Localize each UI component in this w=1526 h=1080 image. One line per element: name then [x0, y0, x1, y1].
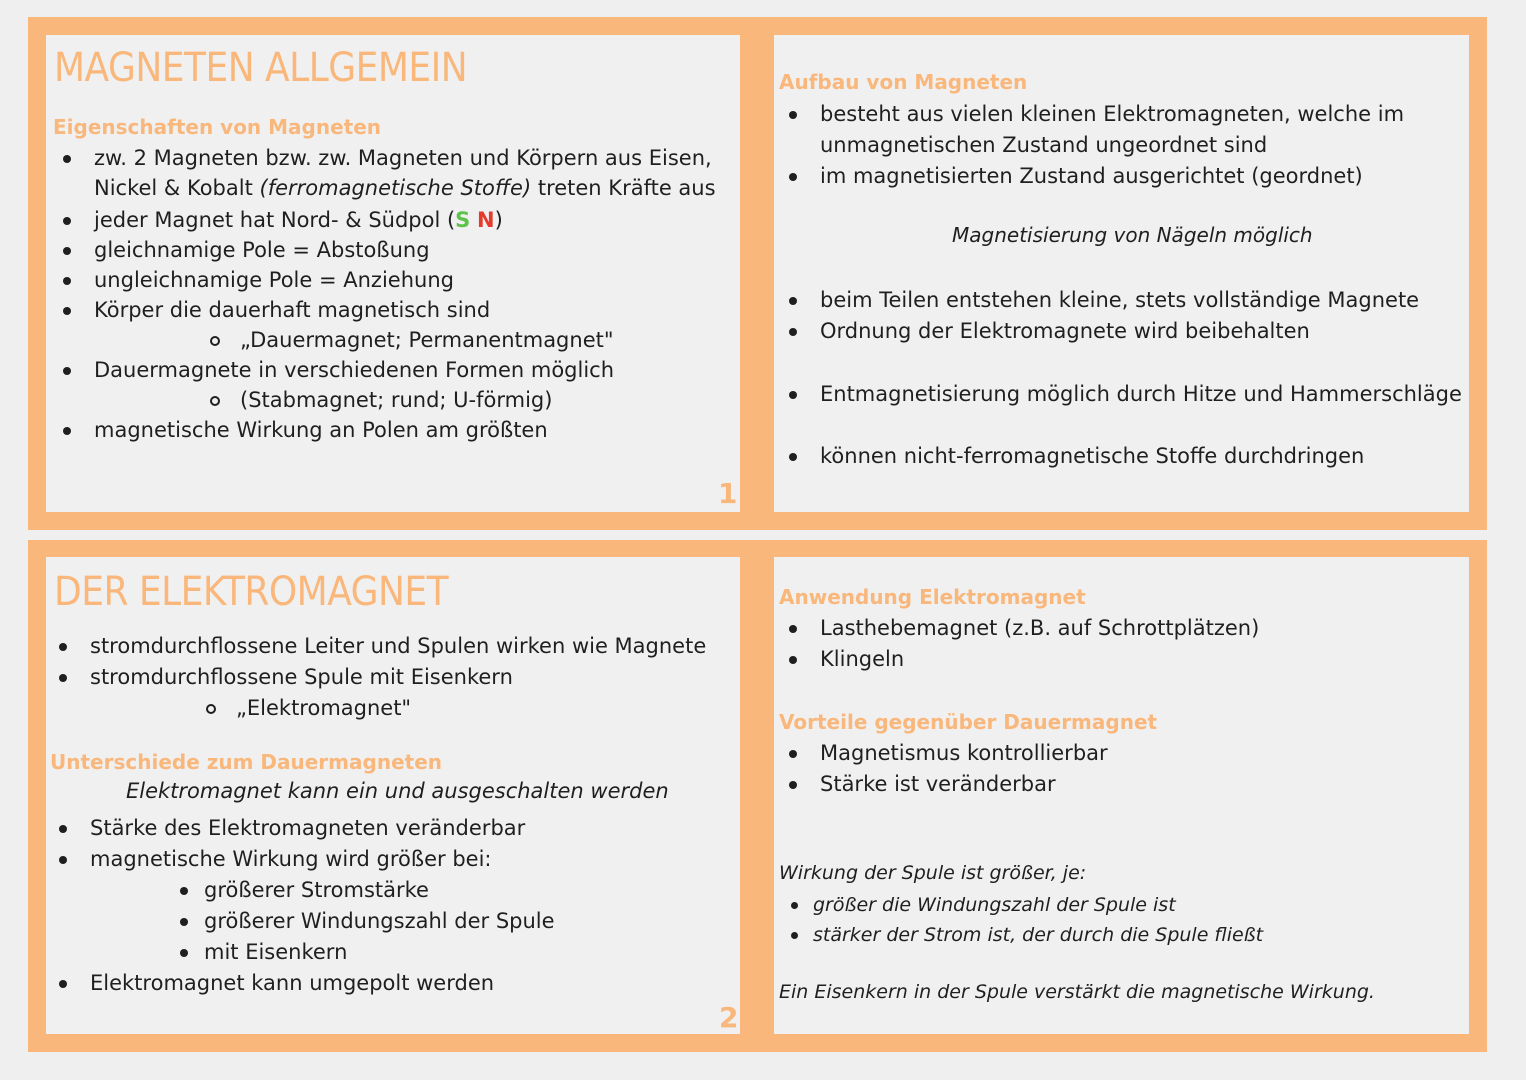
- card-2-effect-intro: Wirkung der Spule ist größer, je:: [779, 862, 1087, 884]
- sub-list-item: „Dauermagnet; Permanentmagnet": [58, 325, 738, 355]
- card-2-application-heading: Anwendung Elektromagnet: [779, 585, 1086, 609]
- sub-list-item: (Stabmagnet; rund; U-förmig): [58, 385, 738, 415]
- south-pole-label: S: [455, 208, 471, 232]
- card-1-right-heading: Aufbau von Magneten: [779, 70, 1028, 94]
- card-2-differences-list: [54, 813, 740, 999]
- card-2-conclusion: Ein Eisenkern in der Spule verstärkt die magnetische Wirkung.: [779, 981, 1375, 1003]
- list-item: Dauermagnete in verschiedenen Formen möglich: [58, 355, 738, 385]
- sub-list-item: mit Eisenkern: [54, 937, 740, 968]
- list-item: Klingeln: [784, 644, 1469, 675]
- card-2-effect-list: [779, 890, 1459, 950]
- list-item: Entmagnetisierung möglich durch Hitze und Hammerschläge: [784, 379, 1469, 410]
- card-1-left-panel: [46, 35, 740, 512]
- list-item: zw. 2 Magneten bzw. zw. Magneten und Körpern aus Eisen, Nickel & Kobalt (ferromagnetische Stoffe) treten Kräfte aus: [58, 143, 738, 203]
- list-item: Elektromagnet kann umgepolt werden: [54, 968, 740, 999]
- card-1-structure-list-bottom: [784, 285, 1469, 472]
- card-1-note: Magnetisierung von Nägeln möglich: [952, 223, 1313, 247]
- sub-list-item: größerer Windungszahl der Spule: [54, 906, 740, 937]
- list-item: ungleichnamige Pole = Anziehung: [58, 265, 738, 295]
- list-item: stromdurchflossene Spule mit Eisenkern: [54, 662, 740, 693]
- card-2-application-list: [784, 613, 1469, 675]
- sub-list-item: „Elektromagnet": [54, 693, 740, 724]
- card-2-left-panel: [46, 557, 740, 1034]
- list-item: Stärke des Elektromagneten veränderbar: [54, 813, 740, 844]
- north-pole-label: N: [476, 208, 495, 232]
- list-item: Stärke ist veränderbar: [784, 769, 1469, 800]
- list-item: stärker der Strom ist, der durch die Spule fließt: [779, 920, 1459, 950]
- list-item: können nicht-ferromagnetische Stoffe durchdringen: [784, 441, 1469, 472]
- list-item: Magnetismus kontrollierbar: [784, 738, 1469, 769]
- card-2-left-heading: Unterschiede zum Dauermagneten: [50, 750, 442, 774]
- list-item: stromdurchflossene Leiter und Spulen wirken wie Magnete: [54, 631, 740, 662]
- list-item: gleichnamige Pole = Abstoßung: [58, 235, 738, 265]
- sub-list-item: größerer Stromstärke: [54, 875, 740, 906]
- list-item: besteht aus vielen kleinen Elektromagneten, welche im unmagnetischen Zustand ungeordnet sind: [784, 99, 1469, 161]
- card-1-title: MAGNETEN ALLGEMEIN: [54, 45, 468, 91]
- card-2-title: DER ELEKTROMAGNET: [54, 569, 449, 615]
- page-number-1: 1: [718, 477, 738, 510]
- list-item: größer die Windungszahl der Spule ist: [779, 890, 1459, 920]
- list-item: Lasthebemagnet (z.B. auf Schrottplätzen): [784, 613, 1469, 644]
- list-item: im magnetisierten Zustand ausgerichtet (geordnet): [784, 161, 1469, 192]
- card-2-advantages-heading: Vorteile gegenüber Dauermagnet: [779, 710, 1158, 734]
- list-item: jeder Magnet hat Nord- & Südpol (S N): [58, 205, 738, 235]
- card-1-right-panel: [774, 35, 1469, 512]
- page-number-2: 2: [719, 1001, 739, 1034]
- list-item: magnetische Wirkung wird größer bei:: [54, 844, 740, 875]
- card-1-left-heading: Eigenschaften von Magneten: [53, 115, 382, 139]
- card-2-advantages-list: [784, 738, 1469, 800]
- card-2-note: Elektromagnet kann ein und ausgeschalten werden: [126, 779, 669, 803]
- card-2-electromagnet-list: [54, 631, 740, 724]
- list-item: Körper die dauerhaft magnetisch sind: [58, 295, 738, 325]
- card-2-right-panel: [774, 557, 1469, 1034]
- list-item: beim Teilen entstehen kleine, stets vollständige Magnete: [784, 285, 1469, 316]
- list-item: magnetische Wirkung an Polen am größten: [58, 415, 738, 445]
- card-1-structure-list-top: [784, 99, 1469, 192]
- list-item: Ordnung der Elektromagnete wird beibehalten: [784, 316, 1469, 347]
- card-1-properties-list: [58, 143, 738, 445]
